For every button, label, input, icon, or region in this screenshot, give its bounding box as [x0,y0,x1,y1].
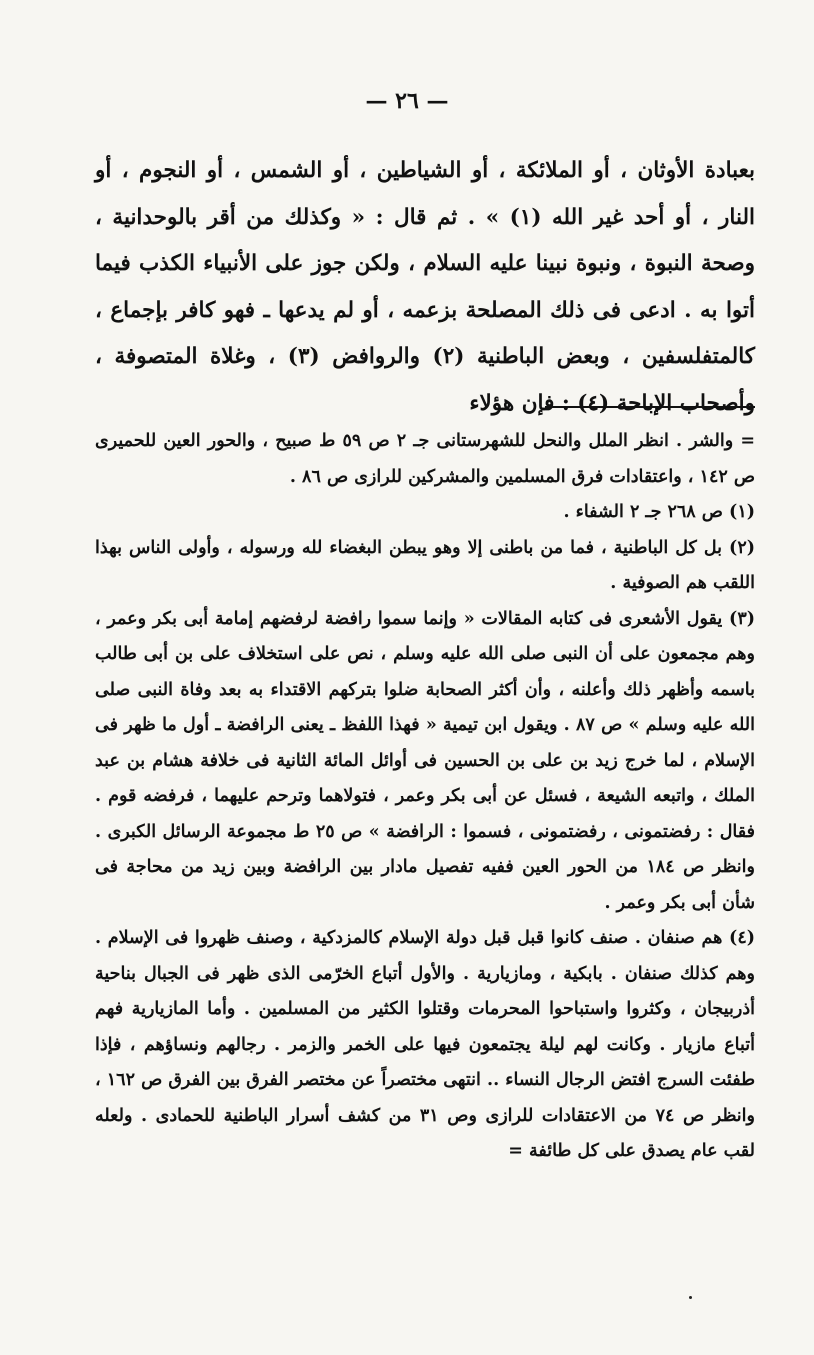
main-paragraph: بعبادة الأوثان ، أو الملائكة ، أو الشياطين ، أو الشمس ، أو النجوم ، أو النار ، أو أحد غير الله (١) » . ثم قال : « وكذلك من أقر بالوحدانية ، وصحة النبوة ، ونبوة نبينا عليه السلام ، ولكن جوز على الأنبياء الكذب فيما أتوا به . ادعى فى ذلك المصلحة بزعمه ، أو لم يدعها ـ فهو كافر بإجماع ، كالمتفلسفين ، وبعض الباطنية (٢) والروافض (٣) ، وغلاة المتصوفة ، وأصحاب الإباحة (٤) : فإن هؤلاء [95,158,755,416]
footnote-1: (١) ص ٢٦٨ جـ ٢ الشفاء . [563,502,755,522]
footnote-3: (٣) يقول الأشعرى فى كتابه المقالات « وإنما سموا رافضة لرفضهم إمامة أبى بكر وعمر ، وهم مجمعون على أن النبى صلى الله عليه وسلم ، نص على استخلاف على بن أبى طالب باسمه وأظهر ذلك وأعلنه ، وأن أكثر الصحابة ضلوا بتركهم الاقتداء به بعد وفاة النبى صلى الله عليه وسلم » ص ٨٧ . ويقول ابن تيمية « فهذا اللفظ ـ يعنى الرافضة ـ أول ما ظهر فى الإسلام ، لما خرج زيد بن على بن الحسين فى أوائل المائة الثانية فى خلافة هشام بن عبد الملك ، واتبعه الشيعة ، فسئل عن أبى بكر وعمر ، فتولاهما وترحم عليهما ، فرفضه قوم . فقال : رفضتمونى ، رفضتمونى ، فسموا : الرافضة » ص ٢٥ ط مجموعة الرسائل الكبرى . وانظر ص ١٨٤ من الحور العين ففيه تفصيل مادار بين الرافضة وبين زيد من محاجة فى شأن أبى بكر وعمر . [95,608,755,913]
footnote-divider [545,406,755,408]
footnote-2: (٢) بل كل الباطنية ، فما من باطنى إلا وهو يبطن البغضاء لله ورسوله ، وأولى الناس بهذا اللقب هم الصوفية . [95,537,755,593]
main-body-text [95,148,755,427]
footnote-continuation: = والشر . انظر الملل والنحل للشهرستانى جـ ٢ ص ٥٩ ط صبيح ، والحور العين للحميرى ص ١٤٢ ، واعتقادات فرق المسلمين والمشركين للرازى ص ٨٦ . [95,431,756,487]
footnote-4: (٤) هم صنفان . صنف كانوا قبل قبل دولة الإسلام كالمزدكية ، وصنف ظهروا فى الإسلام . وهم كذلك صنفان . بابكية ، ومازيارية . والأول أتباع الخرّمى الذى ظهر فى الجبال بناحية أذربيجان ، وكثروا واستباحوا المحرمات وقتلوا الكثير من المسلمين . وأما المازيارية فهم أتباع مازيار . وكانت لهم ليلة يجتمعون فيها على الخمر والزمر . رجالهم ونساؤهم ، فإذا طفئت السرج افتض الرجال النساء .. انتهى مختصراً عن مختصر الفرق بين الفرق ص ١٦٢ ، وانظر ص ٧٤ من الاعتقادات للرازى وص ٣١ من كشف أسرار الباطنية للحمادى . ولعله لقب عام يصدق على كل طائفة = [95,928,755,1161]
page-number: — ٢٦ — [365,88,449,114]
footnotes-section [95,424,755,1170]
ink-speck [689,1296,692,1299]
